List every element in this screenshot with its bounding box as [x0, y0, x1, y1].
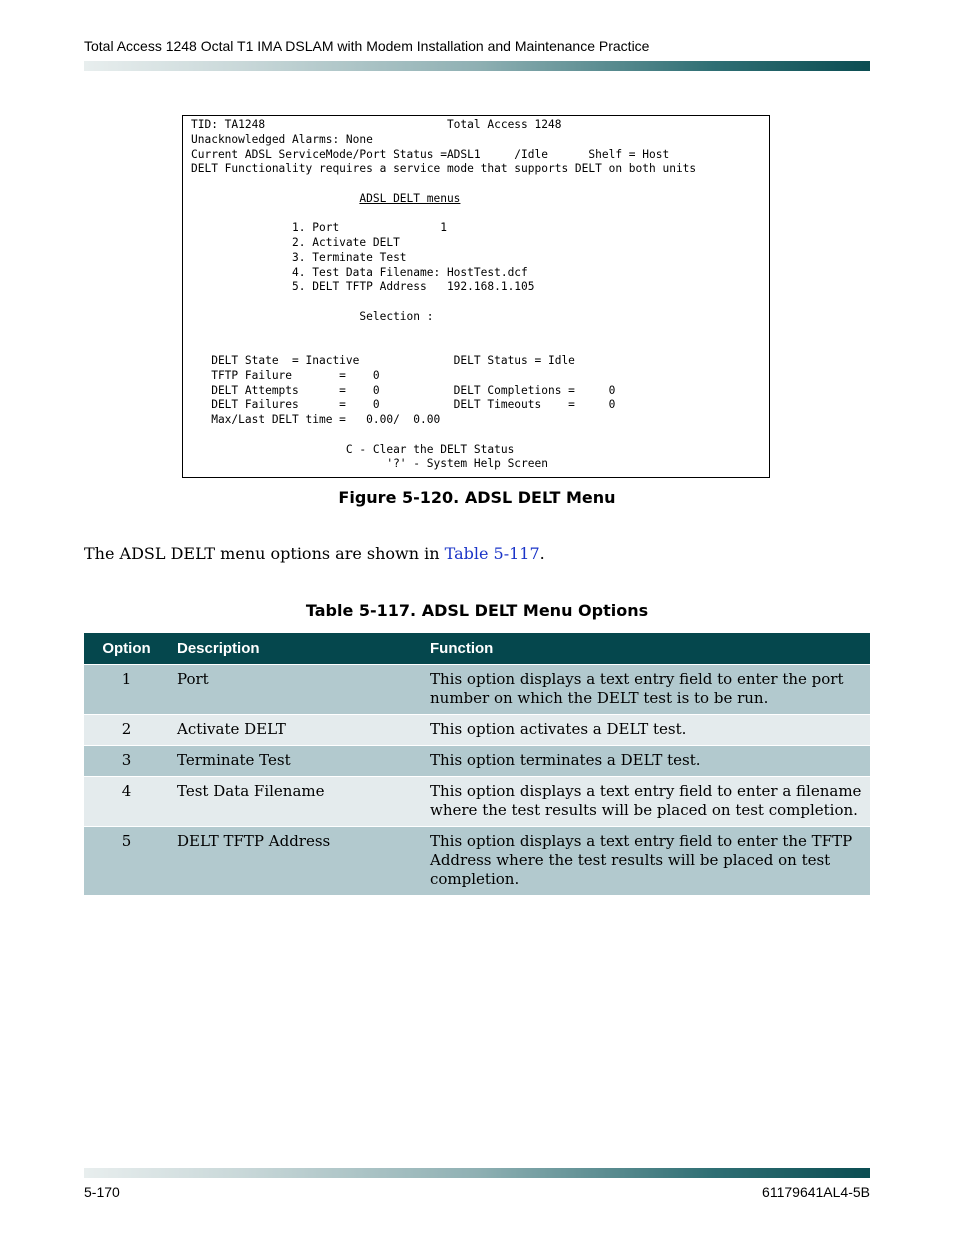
terminal-line: 2. Activate DELT: [191, 236, 400, 249]
terminal-line: DELT Functionality requires a service mode that supports DELT on both units: [191, 162, 697, 176]
table-header-row: [84, 633, 870, 664]
terminal-line: [191, 207, 769, 222]
terminal-line: [191, 428, 769, 443]
cell-option: 4: [84, 776, 169, 826]
cell-description: Terminate Test: [169, 745, 422, 776]
cell-option: 5: [84, 826, 169, 895]
terminal-line: DELT Failures = 0 DELT Timeouts = 0: [191, 398, 616, 412]
table-row: [84, 664, 870, 714]
terminal-line: '?' - System Help Screen: [191, 457, 548, 471]
table-row: [84, 745, 870, 776]
terminal-line: [191, 325, 769, 340]
cell-description: DELT TFTP Address: [169, 826, 422, 895]
cell-option: 2: [84, 714, 169, 745]
cell-option: 1: [84, 664, 169, 714]
cell-description: Activate DELT: [169, 714, 422, 745]
terminal-line: [191, 192, 769, 207]
cell-description: Test Data Filename: [169, 776, 422, 826]
terminal-line: DELT Attempts = 0 DELT Completions = 0: [191, 383, 616, 397]
terminal-line: DELT State = Inactive DELT Status = Idle: [191, 354, 575, 367]
header-function: Function: [422, 633, 870, 664]
cell-function: This option displays a text entry field to enter a filename where the test results will be placed on test completion.: [422, 776, 870, 826]
document-number: 61179641AL4-5B: [762, 1184, 870, 1200]
body-text-after: .: [539, 544, 545, 563]
cell-function: This option displays a text entry field to enter the port number on which the DELT test is to be run.: [422, 664, 870, 714]
terminal-line: 3. Terminate Test: [191, 250, 407, 264]
terminal-line: [191, 177, 769, 192]
terminal-line: Current ADSL ServiceMode/Port Status =ADSL1 /Idle Shelf = Host: [191, 147, 670, 161]
cell-function: This option activates a DELT test.: [422, 714, 870, 745]
header-description: Description: [169, 633, 422, 664]
table-reference-link[interactable]: Table 5-117: [444, 544, 540, 563]
cell-option: 3: [84, 745, 169, 776]
table-caption: Table 5-117. ADSL DELT Menu Options: [305, 601, 649, 620]
figure-caption: Figure 5-120. ADSL DELT Menu: [338, 488, 616, 507]
table-row: [84, 714, 870, 745]
terminal-line: 4. Test Data Filename: HostTest.dcf: [191, 265, 528, 279]
terminal-line: C - Clear the DELT Status: [191, 442, 515, 456]
terminal-line: 5. DELT TFTP Address 192.168.1.105: [191, 280, 535, 294]
body-text-before: The ADSL DELT menu options are shown in: [84, 544, 445, 563]
header-rule: [84, 61, 870, 71]
terminal-screen: [182, 115, 770, 478]
cell-description: Port: [169, 664, 422, 714]
body-paragraph: [84, 544, 545, 563]
footer-rule: [84, 1168, 870, 1178]
page-number: 5-170: [84, 1184, 120, 1200]
cell-function: This option terminates a DELT test.: [422, 745, 870, 776]
page-header-title: Total Access 1248 Octal T1 IMA DSLAM with Modem Installation and Maintenance Practice: [84, 38, 650, 54]
terminal-line: TID: TA1248 Total Access 1248: [191, 118, 562, 131]
terminal-line: Max/Last DELT time = 0.00/ 0.00: [191, 413, 441, 426]
terminal-line: 1. Port 1: [191, 221, 447, 235]
table-row: [84, 776, 870, 826]
menu-title: ADSL DELT menus: [359, 191, 461, 205]
header-option: Option: [84, 633, 169, 664]
terminal-line: [191, 339, 769, 354]
cell-function: This option displays a text entry field to enter the TFTP Address where the test results will be placed on test completion.: [422, 826, 870, 895]
terminal-line: TFTP Failure = 0: [191, 368, 380, 382]
terminal-line: Unacknowledged Alarms: None: [191, 132, 373, 146]
terminal-line: [191, 295, 769, 310]
terminal-lines: [191, 118, 769, 472]
table-row: [84, 826, 870, 895]
options-table: [84, 633, 870, 895]
terminal-line: Selection :: [191, 309, 434, 323]
